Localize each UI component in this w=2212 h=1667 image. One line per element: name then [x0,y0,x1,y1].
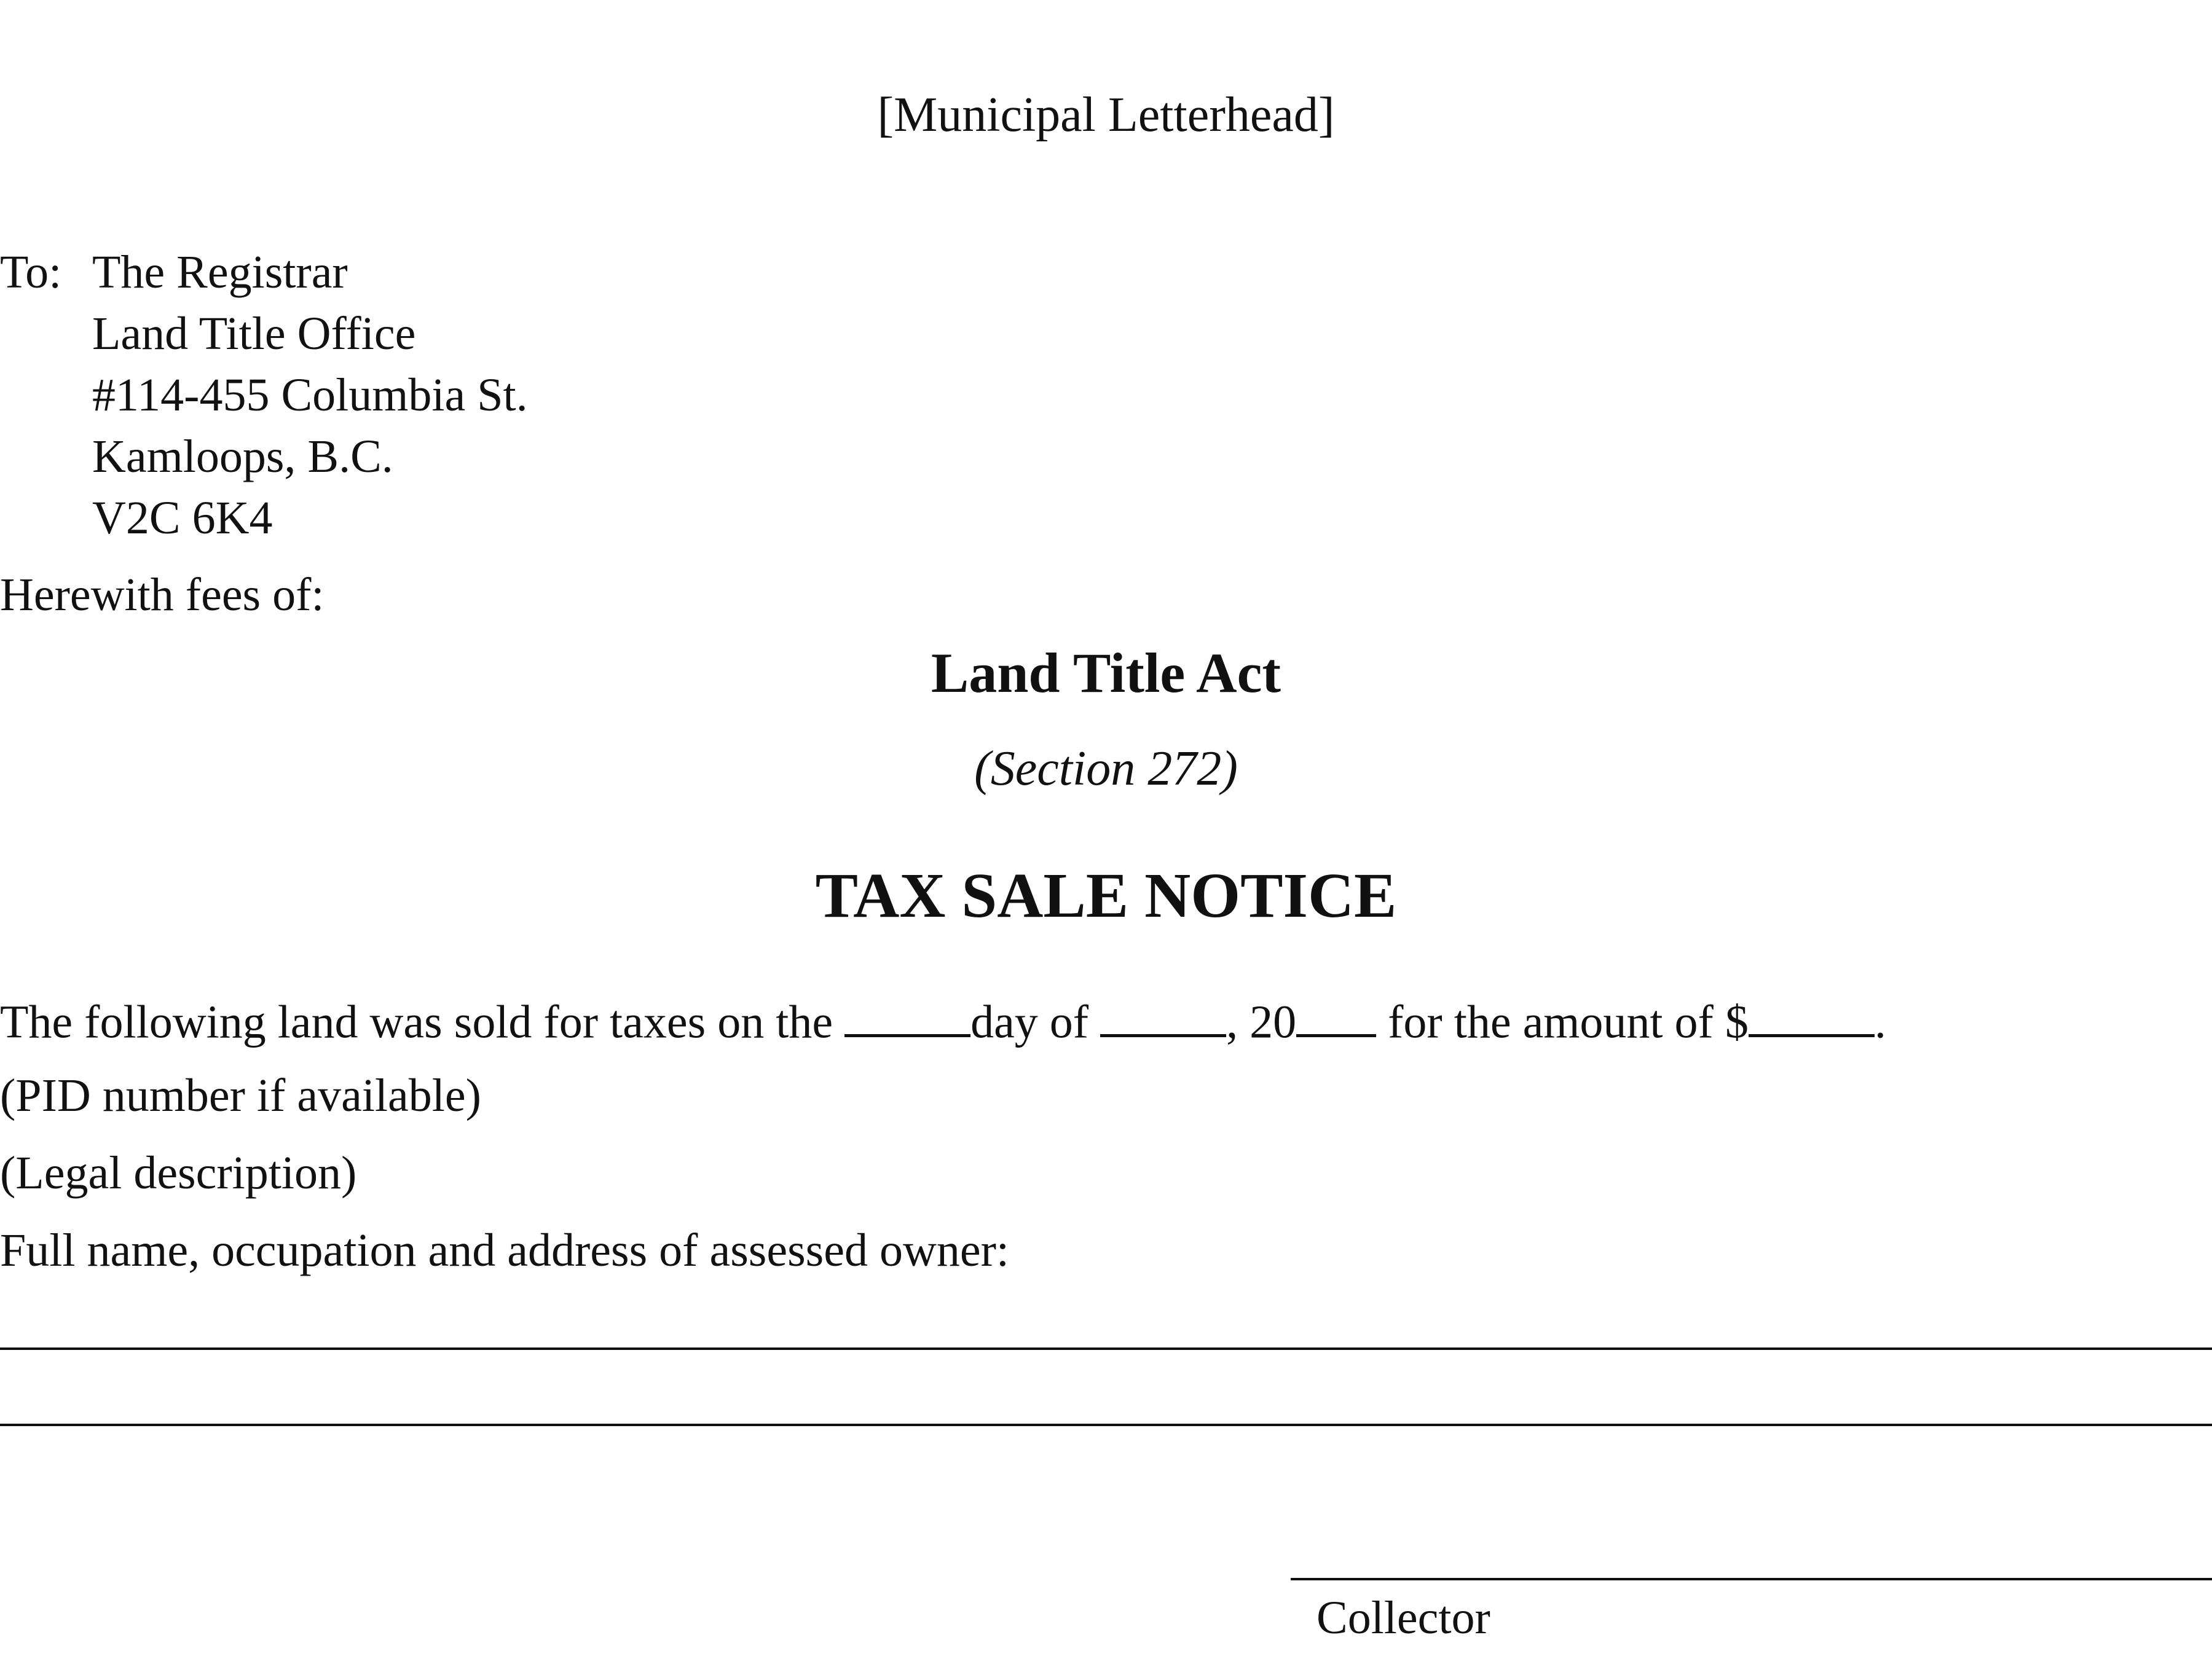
address-line-registrar: The Registrar [92,246,348,298]
owner-line: Full name, occupation and address of assessed owner: [0,1225,1010,1276]
pid-line: (PID number if available) [0,1070,481,1121]
sale-month-blank[interactable] [1100,992,1226,1037]
address-line-city: Kamloops, B.C. [92,431,393,482]
act-title: Land Title Act [931,641,1281,704]
collector-label: Collector [1317,1592,1490,1644]
legal-description-line: (Legal description) [0,1147,357,1199]
sale-text-2: day of [970,996,1101,1048]
address-line-street: #114-455 Columbia St. [92,369,528,421]
sale-amount-blank[interactable] [1749,992,1875,1037]
sale-sentence [0,992,1886,1049]
owner-entry-line-1[interactable] [0,1347,2212,1350]
sale-text-5: . [1874,996,1886,1048]
to-label: To: [0,246,62,298]
sale-text-4: for the amount of $ [1376,996,1749,1048]
collector-signature-line[interactable] [1291,1578,2212,1580]
address-line-postal: V2C 6K4 [92,492,273,544]
act-section: (Section 272) [974,742,1238,796]
notice-title: TAX SALE NOTICE [815,860,1397,931]
sale-year-blank[interactable] [1296,992,1376,1037]
address-line-office: Land Title Office [92,308,416,359]
owner-entry-line-2[interactable] [0,1424,2212,1426]
fees-line: Herewith fees of: [0,569,325,621]
sale-text-1: The following land was sold for taxes on the [0,996,845,1048]
municipal-letterhead: [Municipal Letterhead] [877,88,1335,142]
sale-day-blank[interactable] [844,992,970,1037]
sale-text-3: , 20 [1226,996,1297,1048]
